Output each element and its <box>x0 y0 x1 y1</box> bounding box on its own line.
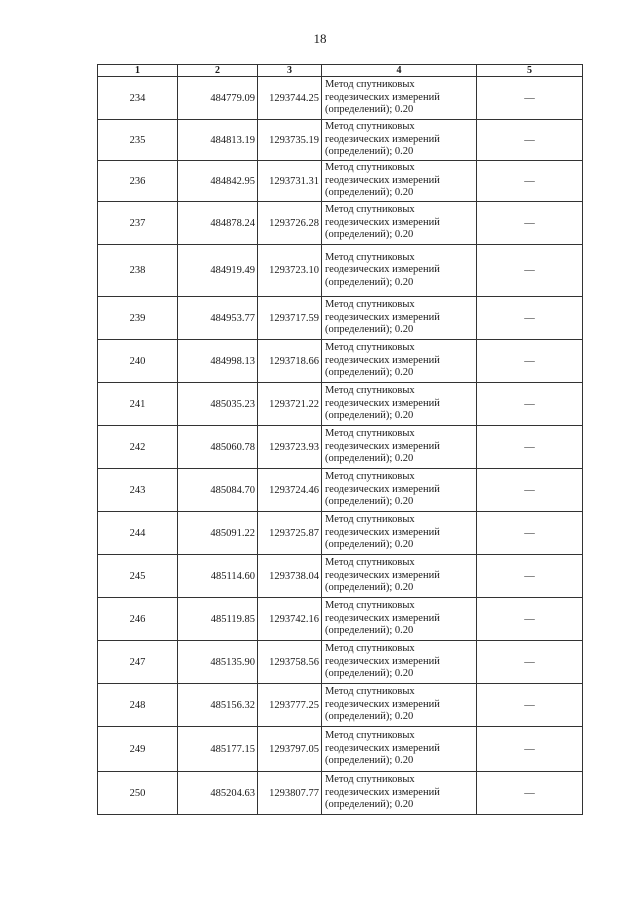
method-line: (определений); 0.20 <box>325 146 414 158</box>
method-line: Метод спутниковых <box>325 730 415 742</box>
note-cell: — <box>477 641 583 684</box>
note-cell: — <box>477 426 583 469</box>
coordinate-y-cell: 1293718.66 <box>258 340 322 383</box>
method-line: Метод спутниковых <box>325 557 415 569</box>
point-number-cell: 239 <box>98 297 178 340</box>
method-cell <box>322 77 477 120</box>
method-line: Метод спутниковых <box>325 121 415 133</box>
method-line: (определений); 0.20 <box>325 453 414 465</box>
coordinate-x-cell: 484998.13 <box>178 340 258 383</box>
method-cell <box>322 772 477 815</box>
table-row <box>98 202 583 245</box>
method-cell <box>322 161 477 202</box>
page-number: 18 <box>313 31 327 46</box>
header-col-5: 5 <box>477 65 583 77</box>
header-col-2: 2 <box>178 65 258 77</box>
method-line: геодезических измерений <box>325 264 440 276</box>
table-row <box>98 772 583 815</box>
coordinate-y-cell: 1293725.87 <box>258 512 322 555</box>
method-line: геодезических измерений <box>325 91 440 103</box>
coordinate-y-cell: 1293797.05 <box>258 727 322 772</box>
coordinate-x-cell: 485091.22 <box>178 512 258 555</box>
coordinate-x-cell: 484779.09 <box>178 77 258 120</box>
point-number-cell: 240 <box>98 340 178 383</box>
method-line: геодезических измерений <box>325 354 440 366</box>
method-line: Метод спутниковых <box>325 204 415 216</box>
point-number-cell: 242 <box>98 426 178 469</box>
coordinate-y-cell: 1293744.25 <box>258 77 322 120</box>
method-line: геодезических измерений <box>325 133 440 145</box>
method-line: Метод спутниковых <box>325 385 415 397</box>
note-cell: — <box>477 340 583 383</box>
coordinate-x-cell: 485204.63 <box>178 772 258 815</box>
table-row <box>98 297 583 340</box>
table-row <box>98 426 583 469</box>
method-line: геодезических измерений <box>325 483 440 495</box>
coordinate-x-cell: 485084.70 <box>178 469 258 512</box>
point-number-cell: 236 <box>98 161 178 202</box>
method-line: геодезических измерений <box>325 311 440 323</box>
method-line: Метод спутниковых <box>325 774 415 786</box>
method-line: геодезических измерений <box>325 698 440 710</box>
table-row <box>98 469 583 512</box>
method-line: геодезических измерений <box>325 612 440 624</box>
method-line: геодезических измерений <box>325 655 440 667</box>
method-line: Метод спутниковых <box>325 342 415 354</box>
note-cell: — <box>477 77 583 120</box>
table-row <box>98 641 583 684</box>
method-line: геодезических измерений <box>325 174 440 186</box>
method-cell <box>322 120 477 161</box>
table-row <box>98 598 583 641</box>
method-line: Метод спутниковых <box>325 514 415 526</box>
note-cell: — <box>477 772 583 815</box>
coordinate-x-cell: 485114.60 <box>178 555 258 598</box>
method-line: геодезических измерений <box>325 526 440 538</box>
note-cell: — <box>477 469 583 512</box>
table-row <box>98 77 583 120</box>
method-line: Метод спутниковых <box>325 299 415 311</box>
method-line: (определений); 0.20 <box>325 187 414 199</box>
method-line: (определений); 0.20 <box>325 324 414 336</box>
method-line: (определений); 0.20 <box>325 410 414 422</box>
coordinate-x-cell: 484878.24 <box>178 202 258 245</box>
method-cell <box>322 426 477 469</box>
coordinate-y-cell: 1293742.16 <box>258 598 322 641</box>
coordinate-y-cell: 1293721.22 <box>258 383 322 426</box>
coordinate-x-cell: 484813.19 <box>178 120 258 161</box>
table-row <box>98 340 583 383</box>
point-number-cell: 238 <box>98 245 178 297</box>
header-col-4: 4 <box>322 65 477 77</box>
table-row <box>98 161 583 202</box>
method-cell <box>322 383 477 426</box>
method-line: (определений); 0.20 <box>325 625 414 637</box>
header-col-1: 1 <box>98 65 178 77</box>
method-line: (определений); 0.20 <box>325 582 414 594</box>
coordinate-y-cell: 1293807.77 <box>258 772 322 815</box>
method-cell <box>322 512 477 555</box>
coordinate-x-cell: 484919.49 <box>178 245 258 297</box>
method-line: геодезических измерений <box>325 742 440 754</box>
coordinate-y-cell: 1293726.28 <box>258 202 322 245</box>
point-number-cell: 249 <box>98 727 178 772</box>
table-row <box>98 383 583 426</box>
coordinate-x-cell: 485060.78 <box>178 426 258 469</box>
note-cell: — <box>477 297 583 340</box>
method-line: геодезических измерений <box>325 440 440 452</box>
method-line: Метод спутниковых <box>325 428 415 440</box>
note-cell: — <box>477 727 583 772</box>
method-cell <box>322 727 477 772</box>
coordinate-y-cell: 1293758.56 <box>258 641 322 684</box>
method-cell <box>322 245 477 297</box>
coordinate-y-cell: 1293717.59 <box>258 297 322 340</box>
note-cell: — <box>477 598 583 641</box>
coordinate-y-cell: 1293777.25 <box>258 684 322 727</box>
method-line: Метод спутниковых <box>325 79 415 91</box>
method-line: (определений); 0.20 <box>325 276 414 288</box>
method-line: (определений); 0.20 <box>325 799 414 811</box>
coordinate-x-cell: 484842.95 <box>178 161 258 202</box>
coordinate-y-cell: 1293731.31 <box>258 161 322 202</box>
point-number-cell: 234 <box>98 77 178 120</box>
note-cell: — <box>477 202 583 245</box>
note-cell: — <box>477 512 583 555</box>
method-line: (определений); 0.20 <box>325 367 414 379</box>
table-row <box>98 120 583 161</box>
method-line: Метод спутниковых <box>325 251 415 263</box>
coordinate-x-cell: 485035.23 <box>178 383 258 426</box>
method-line: Метод спутниковых <box>325 600 415 612</box>
table-row <box>98 512 583 555</box>
coordinate-y-cell: 1293724.46 <box>258 469 322 512</box>
note-cell: — <box>477 120 583 161</box>
method-cell <box>322 202 477 245</box>
method-line: Метод спутниковых <box>325 686 415 698</box>
method-cell <box>322 555 477 598</box>
coordinate-y-cell: 1293738.04 <box>258 555 322 598</box>
method-cell <box>322 340 477 383</box>
method-cell <box>322 598 477 641</box>
point-number-cell: 237 <box>98 202 178 245</box>
method-line: (определений); 0.20 <box>325 711 414 723</box>
method-line: (определений); 0.20 <box>325 104 414 116</box>
note-cell: — <box>477 245 583 297</box>
coordinates-table <box>97 64 583 815</box>
method-line: геодезических измерений <box>325 397 440 409</box>
method-cell <box>322 684 477 727</box>
table-row <box>98 684 583 727</box>
method-line: Метод спутниковых <box>325 471 415 483</box>
coordinate-x-cell: 485156.32 <box>178 684 258 727</box>
point-number-cell: 244 <box>98 512 178 555</box>
coordinate-x-cell: 485177.15 <box>178 727 258 772</box>
coordinate-x-cell: 484953.77 <box>178 297 258 340</box>
method-line: (определений); 0.20 <box>325 229 414 241</box>
method-line: (определений); 0.20 <box>325 539 414 551</box>
point-number-cell: 246 <box>98 598 178 641</box>
method-cell <box>322 297 477 340</box>
note-cell: — <box>477 555 583 598</box>
method-line: геодезических измерений <box>325 216 440 228</box>
coordinate-y-cell: 1293723.10 <box>258 245 322 297</box>
header-row <box>98 65 583 77</box>
table-row <box>98 245 583 297</box>
point-number-cell: 247 <box>98 641 178 684</box>
point-number-cell: 241 <box>98 383 178 426</box>
method-line: геодезических измерений <box>325 786 440 798</box>
header-col-3: 3 <box>258 65 322 77</box>
table-row <box>98 555 583 598</box>
point-number-cell: 235 <box>98 120 178 161</box>
note-cell: — <box>477 161 583 202</box>
note-cell: — <box>477 383 583 426</box>
method-line: (определений); 0.20 <box>325 668 414 680</box>
method-line: Метод спутниковых <box>325 643 415 655</box>
method-line: (определений); 0.20 <box>325 755 414 767</box>
note-cell: — <box>477 684 583 727</box>
point-number-cell: 245 <box>98 555 178 598</box>
coordinate-x-cell: 485119.85 <box>178 598 258 641</box>
point-number-cell: 248 <box>98 684 178 727</box>
coordinate-x-cell: 485135.90 <box>178 641 258 684</box>
table-row <box>98 727 583 772</box>
point-number-cell: 250 <box>98 772 178 815</box>
method-line: (определений); 0.20 <box>325 496 414 508</box>
method-line: геодезических измерений <box>325 569 440 581</box>
point-number-cell: 243 <box>98 469 178 512</box>
method-line: Метод спутниковых <box>325 162 415 174</box>
coordinate-y-cell: 1293735.19 <box>258 120 322 161</box>
coordinate-y-cell: 1293723.93 <box>258 426 322 469</box>
method-cell <box>322 641 477 684</box>
method-cell <box>322 469 477 512</box>
